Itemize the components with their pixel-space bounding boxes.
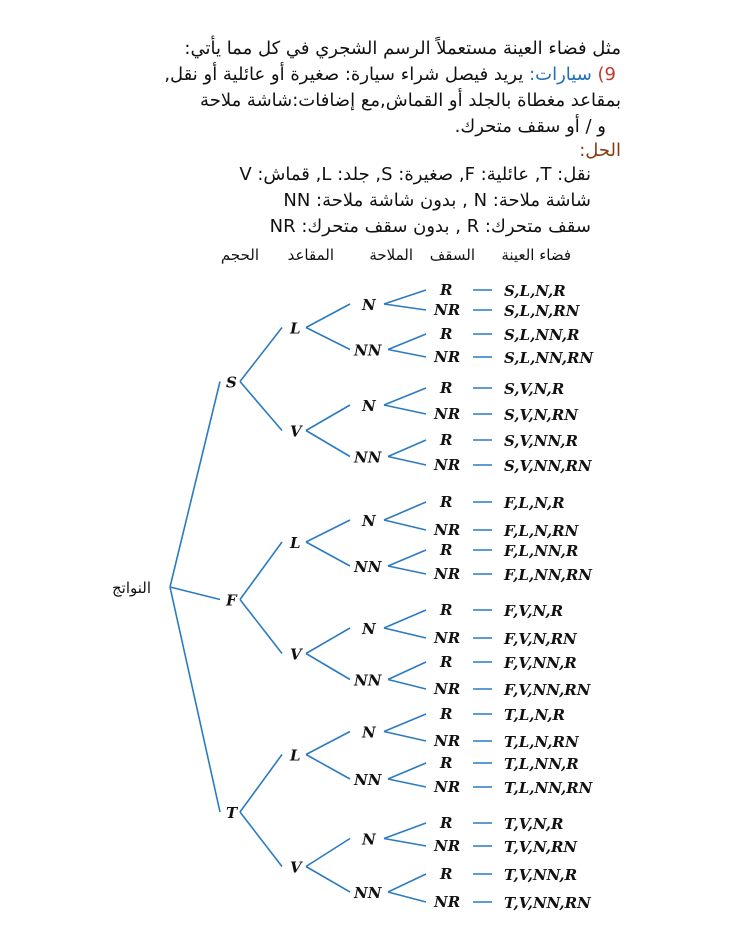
branch-nav-to-roof bbox=[384, 405, 426, 414]
nav-node-T-L-N: N bbox=[362, 723, 376, 742]
seat-node-F-V: V bbox=[290, 645, 302, 664]
legend-sizes-seats: نقل: T, عائلية: F, صغيرة: S, جلد: L, قماش: V bbox=[239, 164, 591, 185]
branch-nav-to-roof bbox=[388, 334, 426, 350]
nav-node-F-V-N: N bbox=[362, 620, 376, 638]
branch-size-to-seat bbox=[240, 542, 282, 600]
problem-intro: مثل فضاء العينة مستعملاً الرسم الشجري في كل مما يأتي: bbox=[184, 38, 621, 59]
branch-nav-to-roof bbox=[388, 892, 426, 902]
branch-nav-to-roof bbox=[384, 823, 426, 839]
column-header-size: الحجم bbox=[220, 246, 259, 264]
sample-space-outcome: F,L,NN,R bbox=[504, 542, 579, 560]
branch-seat-to-nav bbox=[306, 304, 350, 328]
seat-node-T-L: L bbox=[290, 746, 301, 765]
sample-space-outcome: F,V,N,RN bbox=[504, 630, 577, 648]
nav-node-S-L-N: N bbox=[362, 296, 376, 314]
column-header-nav: الملاحة bbox=[369, 246, 413, 264]
sample-space-outcome: S,V,N,RN bbox=[504, 406, 578, 424]
column-header-roof: السقف bbox=[429, 246, 475, 264]
roof-node-R: R bbox=[440, 601, 453, 619]
size-node-T: T bbox=[226, 804, 238, 822]
roof-node-NR: NR bbox=[434, 893, 461, 911]
sample-space-outcome: T,L,NN,RN bbox=[504, 779, 593, 797]
sample-space-outcome: F,V,NN,RN bbox=[504, 681, 591, 699]
seat-node-F-L: L bbox=[290, 534, 301, 552]
branch-root-to-size bbox=[170, 587, 220, 600]
branch-seat-to-nav bbox=[306, 405, 350, 431]
branch-seat-to-nav bbox=[306, 628, 350, 654]
solution-label: الحل: bbox=[579, 140, 621, 161]
sample-space-outcome: T,V,N,RN bbox=[504, 838, 578, 856]
sample-space-outcome: S,V,NN,R bbox=[504, 432, 578, 450]
sample-space-outcome: T,L,N,R bbox=[504, 706, 565, 724]
nav-node-F-L-N: N bbox=[362, 512, 376, 530]
sample-space-outcome: T,V,N,R bbox=[504, 815, 564, 833]
sample-space-outcome: S,L,NN,RN bbox=[504, 349, 594, 367]
branch-size-to-seat bbox=[240, 755, 282, 813]
branch-root-to-size bbox=[170, 587, 220, 812]
branch-seat-to-nav bbox=[306, 520, 350, 542]
legend-roof: سقف متحرك: R , بدون سقف متحرك: NR bbox=[269, 216, 591, 237]
root-label: النواتج bbox=[112, 579, 152, 597]
column-header-seats: المقاعد bbox=[287, 246, 334, 264]
seat-node-S-L: L bbox=[290, 319, 301, 338]
roof-node-NR: NR bbox=[434, 521, 461, 539]
branch-nav-to-roof bbox=[388, 440, 426, 457]
nav-node-T-V-NN: NN bbox=[354, 884, 382, 902]
nav-node-S-V-NN: NN bbox=[354, 448, 382, 467]
sample-space-outcome: S,L,N,RN bbox=[504, 302, 580, 320]
branch-nav-to-roof bbox=[388, 566, 426, 574]
roof-node-NR: NR bbox=[434, 301, 461, 319]
branch-seat-to-nav bbox=[306, 839, 350, 867]
sample-space-outcome: T,L,NN,R bbox=[504, 755, 579, 773]
size-node-F: F bbox=[226, 591, 237, 610]
nav-node-T-L-NN: NN bbox=[354, 771, 382, 789]
roof-node-R: R bbox=[440, 379, 453, 397]
problem-line4: و / أو سقف متحرك. bbox=[454, 116, 606, 137]
branch-nav-to-roof bbox=[384, 839, 426, 847]
sample-space-outcome: T,L,N,RN bbox=[504, 733, 579, 751]
roof-node-R: R bbox=[440, 814, 453, 832]
roof-node-NR: NR bbox=[434, 732, 461, 750]
branch-nav-to-roof bbox=[384, 520, 426, 530]
problem-topic: سيارات: bbox=[529, 64, 592, 85]
branch-size-to-seat bbox=[240, 812, 282, 867]
nav-node-F-V-NN: NN bbox=[354, 671, 382, 690]
sample-space-outcome: S,V,N,R bbox=[504, 380, 565, 398]
nav-node-S-V-N: N bbox=[362, 397, 376, 415]
nav-node-T-V-N: N bbox=[362, 830, 376, 849]
roof-node-R: R bbox=[440, 281, 453, 299]
branch-seat-to-nav bbox=[306, 542, 350, 566]
roof-node-NR: NR bbox=[434, 778, 461, 796]
branch-size-to-seat bbox=[240, 328, 282, 382]
branch-nav-to-roof bbox=[384, 714, 426, 732]
branch-nav-to-roof bbox=[388, 350, 426, 358]
sample-space-outcome: S,L,N,R bbox=[504, 282, 566, 300]
branch-seat-to-nav bbox=[306, 867, 350, 893]
branch-nav-to-roof bbox=[384, 732, 426, 742]
problem-number: 9) bbox=[597, 64, 616, 85]
branch-nav-to-roof bbox=[388, 763, 426, 779]
branch-size-to-seat bbox=[240, 600, 282, 654]
branch-seat-to-nav bbox=[306, 732, 350, 755]
sample-space-outcome: F,L,N,RN bbox=[504, 522, 579, 540]
sample-space-outcome: F,V,N,R bbox=[504, 602, 564, 620]
branch-seat-to-nav bbox=[306, 654, 350, 680]
roof-node-R: R bbox=[440, 493, 453, 511]
sample-space-outcome: F,V,NN,R bbox=[504, 654, 577, 672]
roof-node-NR: NR bbox=[434, 565, 461, 583]
problem-line3: بمقاعد مغطاة بالجلد أو القماش,مع إضافات:شاشة ملاحة bbox=[200, 90, 621, 111]
roof-node-NR: NR bbox=[434, 405, 461, 423]
branch-nav-to-roof bbox=[384, 388, 426, 405]
legend-navigation: شاشة ملاحة: N , بدون شاشة ملاحة: NN bbox=[283, 190, 591, 211]
seat-node-S-V: V bbox=[290, 422, 302, 441]
nav-node-F-L-NN: NN bbox=[354, 558, 382, 576]
roof-node-NR: NR bbox=[434, 348, 461, 366]
branch-nav-to-roof bbox=[384, 290, 426, 304]
branch-nav-to-roof bbox=[388, 874, 426, 892]
branch-nav-to-roof bbox=[384, 502, 426, 520]
branch-nav-to-roof bbox=[388, 662, 426, 680]
branch-root-to-size bbox=[170, 382, 220, 588]
roof-node-NR: NR bbox=[434, 456, 461, 474]
roof-node-R: R bbox=[440, 431, 453, 449]
branch-seat-to-nav bbox=[306, 431, 350, 457]
branch-nav-to-roof bbox=[384, 628, 426, 638]
size-node-S: S bbox=[226, 373, 237, 392]
roof-node-NR: NR bbox=[434, 680, 461, 698]
branch-seat-to-nav bbox=[306, 328, 350, 350]
sample-space-outcome: T,V,NN,R bbox=[504, 866, 578, 884]
roof-node-NR: NR bbox=[434, 629, 461, 647]
roof-node-R: R bbox=[440, 865, 453, 883]
branch-nav-to-roof bbox=[388, 457, 426, 466]
roof-node-R: R bbox=[440, 754, 453, 772]
roof-node-R: R bbox=[440, 705, 453, 723]
branch-size-to-seat bbox=[240, 382, 282, 431]
branch-nav-to-roof bbox=[384, 610, 426, 628]
branch-nav-to-roof bbox=[388, 680, 426, 690]
roof-node-R: R bbox=[440, 325, 453, 343]
sample-space-outcome: T,V,NN,RN bbox=[504, 894, 591, 912]
branch-nav-to-roof bbox=[388, 779, 426, 787]
seat-node-T-V: V bbox=[290, 858, 302, 877]
nav-node-S-L-NN: NN bbox=[354, 341, 382, 360]
sample-space-outcome: F,L,NN,RN bbox=[504, 566, 592, 584]
branch-seat-to-nav bbox=[306, 755, 350, 780]
sample-space-outcome: S,L,NN,R bbox=[504, 326, 580, 344]
roof-node-R: R bbox=[440, 541, 453, 559]
branch-nav-to-roof bbox=[388, 550, 426, 566]
sample-space-outcome: S,V,NN,RN bbox=[504, 457, 592, 475]
branch-nav-to-roof bbox=[384, 304, 426, 310]
roof-node-R: R bbox=[440, 653, 453, 671]
sample-space-outcome: F,L,N,R bbox=[504, 494, 565, 512]
column-header-outcomes: فضاء العينة bbox=[501, 246, 571, 264]
roof-node-NR: NR bbox=[434, 837, 461, 855]
problem-line2-text: يريد فيصل شراء سيارة: صغيرة أو عائلية أو نقل, bbox=[164, 64, 524, 85]
